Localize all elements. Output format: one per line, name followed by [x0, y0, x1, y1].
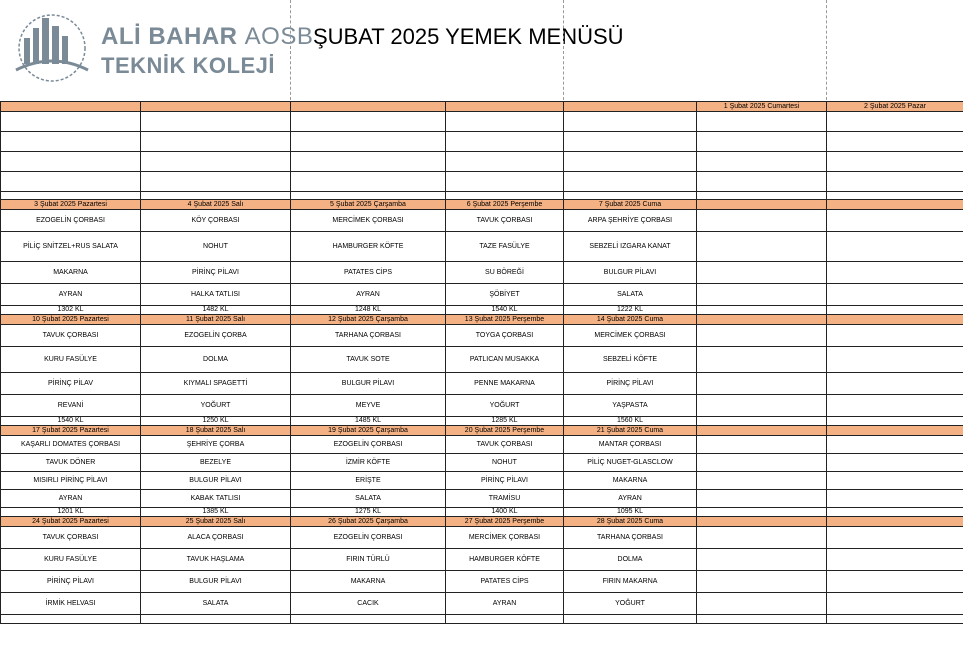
- dish-row: [1, 373, 963, 395]
- empty-cell: [827, 593, 963, 615]
- dish-cell: AYRAN: [1, 490, 141, 508]
- dish-cell: ARPA ŞEHRİYE ÇORBASI: [564, 210, 697, 232]
- dish-row: [1, 549, 963, 571]
- dish-cell: MERCİMEK ÇORBASI: [446, 527, 564, 549]
- page-break-guide: [826, 0, 827, 100]
- dish-row: [1, 436, 963, 454]
- empty-cell: [564, 132, 697, 152]
- empty-cell: [827, 417, 963, 426]
- dish-cell: HAMBURGER KÖFTE: [446, 549, 564, 571]
- dish-cell: ERİŞTE: [291, 472, 446, 490]
- school-logo: [6, 12, 314, 82]
- date-header-cell: [827, 315, 963, 325]
- calorie-cell: 1400 KL: [446, 508, 564, 517]
- calorie-cell: 1540 KL: [446, 306, 564, 315]
- empty-cell: [141, 152, 291, 172]
- empty-cell: [827, 284, 963, 306]
- dish-row: [1, 325, 963, 347]
- calorie-cell: 1385 KL: [141, 508, 291, 517]
- dish-cell: FIRIN MAKARNA: [564, 571, 697, 593]
- empty-cell: [1, 152, 141, 172]
- dish-cell: İRMİK HELVASI: [1, 593, 141, 615]
- date-header-cell: 25 Şubat 2025 Salı: [141, 517, 291, 527]
- date-header-cell: [697, 200, 827, 210]
- calorie-cell: 1201 KL: [1, 508, 141, 517]
- dish-cell: ŞÖBİYET: [446, 284, 564, 306]
- calorie-cell: [141, 615, 291, 624]
- empty-cell: [827, 325, 963, 347]
- date-header-cell: 17 Şubat 2025 Pazartesi: [1, 426, 141, 436]
- empty-cell: [697, 172, 827, 192]
- date-header-cell: 11 Şubat 2025 Salı: [141, 315, 291, 325]
- date-header-cell: 2 Şubat 2025 Pazar: [827, 102, 963, 112]
- page-break-guide: [290, 0, 291, 100]
- empty-cell: [564, 112, 697, 132]
- calorie-cell: 1095 KL: [564, 508, 697, 517]
- calorie-cell: [291, 615, 446, 624]
- empty-cell: [141, 172, 291, 192]
- empty-cell: [697, 232, 827, 262]
- date-header-cell: 7 Şubat 2025 Cuma: [564, 200, 697, 210]
- empty-cell: [827, 454, 963, 472]
- dish-cell: EZOGELİN ÇORBASI: [1, 210, 141, 232]
- date-header-cell: [291, 102, 446, 112]
- empty-cell: [697, 347, 827, 373]
- date-header-cell: [446, 102, 564, 112]
- date-header-cell: [827, 517, 963, 527]
- empty-cell: [697, 262, 827, 284]
- calorie-row: [1, 417, 963, 426]
- date-header-cell: 26 Şubat 2025 Çarşamba: [291, 517, 446, 527]
- dish-cell: NOHUT: [141, 232, 291, 262]
- dish-cell: YOĞURT: [141, 395, 291, 417]
- calorie-row: [1, 615, 963, 624]
- empty-cell: [697, 284, 827, 306]
- dish-cell: ŞEHRİYE ÇORBA: [141, 436, 291, 454]
- empty-cell: [827, 112, 963, 132]
- empty-cell: [697, 417, 827, 426]
- empty-cell: [564, 172, 697, 192]
- date-header-cell: [697, 426, 827, 436]
- empty-cell: [827, 373, 963, 395]
- dish-cell: SALATA: [141, 593, 291, 615]
- empty-row: [1, 112, 963, 132]
- empty-cell: [564, 192, 697, 200]
- empty-cell: [141, 112, 291, 132]
- dish-cell: SALATA: [291, 490, 446, 508]
- empty-cell: [1, 112, 141, 132]
- empty-cell: [697, 373, 827, 395]
- dish-cell: İZMİR KÖFTE: [291, 454, 446, 472]
- empty-cell: [827, 549, 963, 571]
- calorie-row: [1, 508, 963, 517]
- empty-cell: [291, 152, 446, 172]
- empty-row: [1, 152, 963, 172]
- date-header-cell: 20 Şubat 2025 Perşembe: [446, 426, 564, 436]
- dish-cell: PATATES CİPS: [291, 262, 446, 284]
- dish-cell: REVANİ: [1, 395, 141, 417]
- empty-cell: [697, 306, 827, 315]
- page-break-guide: [563, 0, 564, 100]
- calorie-cell: 1485 KL: [291, 417, 446, 426]
- date-header-cell: 6 Şubat 2025 Perşembe: [446, 200, 564, 210]
- dish-cell: SEBZELİ KÖFTE: [564, 347, 697, 373]
- empty-cell: [697, 472, 827, 490]
- week-header-row: [1, 426, 963, 436]
- empty-cell: [697, 395, 827, 417]
- dish-cell: TRAMİSU: [446, 490, 564, 508]
- dish-cell: KURU FASÜLYE: [1, 549, 141, 571]
- dish-row: [1, 593, 963, 615]
- empty-cell: [697, 192, 827, 200]
- empty-cell: [827, 172, 963, 192]
- empty-cell: [827, 262, 963, 284]
- empty-cell: [446, 192, 564, 200]
- dish-cell: BULGUR PİLAVI: [564, 262, 697, 284]
- date-header-cell: [141, 102, 291, 112]
- date-header-cell: [564, 102, 697, 112]
- dish-cell: BULGUR PİLAVI: [291, 373, 446, 395]
- dish-cell: BEZELYE: [141, 454, 291, 472]
- dish-cell: NOHUT: [446, 454, 564, 472]
- empty-cell: [141, 192, 291, 200]
- dish-cell: PİRİNÇ PİLAV: [1, 373, 141, 395]
- dish-cell: SALATA: [564, 284, 697, 306]
- dish-cell: KAŞARLI DOMATES ÇORBASI: [1, 436, 141, 454]
- dish-cell: DOLMA: [141, 347, 291, 373]
- date-header-cell: [827, 426, 963, 436]
- empty-cell: [697, 593, 827, 615]
- dish-cell: MAKARNA: [564, 472, 697, 490]
- calorie-cell: 1248 KL: [291, 306, 446, 315]
- dish-row: [1, 527, 963, 549]
- dish-row: [1, 284, 963, 306]
- empty-cell: [697, 152, 827, 172]
- empty-cell: [141, 132, 291, 152]
- dish-cell: MISIRLI PİRİNÇ PİLAVI: [1, 472, 141, 490]
- dish-cell: TAVUK ÇORBASI: [1, 325, 141, 347]
- dish-cell: TAVUK ÇORBASI: [446, 436, 564, 454]
- empty-cell: [446, 112, 564, 132]
- empty-cell: [697, 132, 827, 152]
- empty-cell: [697, 112, 827, 132]
- calorie-cell: [564, 615, 697, 624]
- dish-cell: TARHANA ÇORBASI: [291, 325, 446, 347]
- dish-row: [1, 454, 963, 472]
- dish-cell: BULGUR PİLAVI: [141, 472, 291, 490]
- dish-cell: PİRİNÇ PİLAVI: [141, 262, 291, 284]
- date-header-cell: 13 Şubat 2025 Perşembe: [446, 315, 564, 325]
- dish-cell: PİRİNÇ PİLAVI: [1, 571, 141, 593]
- empty-cell: [291, 132, 446, 152]
- empty-row: [1, 172, 963, 192]
- date-header-cell: 19 Şubat 2025 Çarşamba: [291, 426, 446, 436]
- empty-cell: [291, 112, 446, 132]
- date-header-cell: 5 Şubat 2025 Çarşamba: [291, 200, 446, 210]
- empty-cell: [827, 306, 963, 315]
- dish-cell: TOYGA ÇORBASI: [446, 325, 564, 347]
- dish-cell: PİLİÇ SNİTZEL+RUS SALATA: [1, 232, 141, 262]
- dish-cell: TARHANA ÇORBASI: [564, 527, 697, 549]
- empty-cell: [291, 192, 446, 200]
- empty-cell: [1, 132, 141, 152]
- dish-cell: MAKARNA: [1, 262, 141, 284]
- empty-cell: [697, 210, 827, 232]
- dish-cell: ALACA ÇORBASI: [141, 527, 291, 549]
- dish-row: [1, 395, 963, 417]
- dish-cell: KABAK TATLISI: [141, 490, 291, 508]
- dish-row: [1, 262, 963, 284]
- empty-cell: [697, 490, 827, 508]
- empty-cell: [827, 152, 963, 172]
- dish-row: [1, 232, 963, 262]
- empty-row: [1, 132, 963, 152]
- week-header-row: [1, 200, 963, 210]
- dish-cell: MANTAR ÇORBASI: [564, 436, 697, 454]
- dish-cell: MERCİMEK ÇORBASI: [291, 210, 446, 232]
- empty-cell: [697, 325, 827, 347]
- dish-row: [1, 472, 963, 490]
- dish-cell: EZOGELİN ÇORBASI: [291, 436, 446, 454]
- dish-cell: PATLICAN MUSAKKA: [446, 347, 564, 373]
- empty-cell: [1, 192, 141, 200]
- dish-cell: EZOGELİN ÇORBASI: [291, 527, 446, 549]
- empty-cell: [697, 571, 827, 593]
- school-name-line1: ALİ BAHAR AOSB: [101, 23, 314, 50]
- calorie-cell: 1560 KL: [564, 417, 697, 426]
- date-header-cell: 28 Şubat 2025 Cuma: [564, 517, 697, 527]
- empty-cell: [446, 152, 564, 172]
- dish-cell: TAVUK SOTE: [291, 347, 446, 373]
- week-header-row: [1, 102, 963, 112]
- dish-cell: SU BÖREĞİ: [446, 262, 564, 284]
- dish-cell: FIRIN TÜRLÜ: [291, 549, 446, 571]
- dish-cell: EZOGELİN ÇORBA: [141, 325, 291, 347]
- empty-cell: [827, 232, 963, 262]
- date-header-cell: 14 Şubat 2025 Cuma: [564, 315, 697, 325]
- date-header-cell: 24 Şubat 2025 Pazartesi: [1, 517, 141, 527]
- dish-cell: TAVUK ÇORBASI: [446, 210, 564, 232]
- dish-row: [1, 490, 963, 508]
- empty-cell: [446, 172, 564, 192]
- dish-cell: KIYMALI SPAGETTİ: [141, 373, 291, 395]
- empty-cell: [697, 615, 827, 624]
- dish-cell: PENNE MAKARNA: [446, 373, 564, 395]
- dish-row: [1, 347, 963, 373]
- empty-cell: [827, 508, 963, 517]
- logo-emblem-icon: [6, 12, 98, 84]
- calorie-cell: 1540 KL: [1, 417, 141, 426]
- dish-cell: SEBZELİ IZGARA KANAT: [564, 232, 697, 262]
- dish-cell: KURU FASÜLYE: [1, 347, 141, 373]
- empty-cell: [697, 508, 827, 517]
- school-name-line2: TEKNİK KOLEJİ: [101, 53, 275, 78]
- date-header-cell: 1 Şubat 2025 Cumartesi: [697, 102, 827, 112]
- dish-row: [1, 571, 963, 593]
- empty-cell: [291, 172, 446, 192]
- page-title: ŞUBAT 2025 YEMEK MENÜSÜ: [313, 24, 624, 49]
- dish-cell: TAVUK DÖNER: [1, 454, 141, 472]
- date-header-cell: 21 Şubat 2025 Cuma: [564, 426, 697, 436]
- empty-cell: [827, 395, 963, 417]
- week-header-row: [1, 517, 963, 527]
- date-header-cell: 4 Şubat 2025 Salı: [141, 200, 291, 210]
- dish-cell: YAŞPASTA: [564, 395, 697, 417]
- calorie-cell: [1, 615, 141, 624]
- empty-cell: [827, 132, 963, 152]
- dish-cell: PİRİNÇ PİLAVI: [564, 373, 697, 395]
- calorie-cell: [446, 615, 564, 624]
- empty-cell: [697, 436, 827, 454]
- empty-cell: [827, 210, 963, 232]
- dish-cell: PİLİÇ NUGET-GLASCLOW: [564, 454, 697, 472]
- empty-cell: [827, 615, 963, 624]
- empty-cell: [827, 527, 963, 549]
- date-header-cell: 27 Şubat 2025 Perşembe: [446, 517, 564, 527]
- empty-cell: [827, 571, 963, 593]
- calorie-cell: 1250 KL: [141, 417, 291, 426]
- date-header-cell: 10 Şubat 2025 Pazartesi: [1, 315, 141, 325]
- date-header-cell: 3 Şubat 2025 Pazartesi: [1, 200, 141, 210]
- empty-cell: [827, 472, 963, 490]
- week-header-row: [1, 315, 963, 325]
- dish-cell: CACIK: [291, 593, 446, 615]
- empty-cell: [564, 152, 697, 172]
- date-header-cell: 12 Şubat 2025 Çarşamba: [291, 315, 446, 325]
- date-header-cell: [827, 200, 963, 210]
- dish-cell: AYRAN: [291, 284, 446, 306]
- calorie-cell: 1482 KL: [141, 306, 291, 315]
- empty-row: [1, 192, 963, 200]
- dish-cell: YOĞURT: [564, 593, 697, 615]
- dish-row: [1, 210, 963, 232]
- dish-cell: PİRİNÇ PİLAVI: [446, 472, 564, 490]
- dish-cell: TAVUK ÇORBASI: [1, 527, 141, 549]
- dish-cell: KÖY ÇORBASI: [141, 210, 291, 232]
- dish-cell: AYRAN: [564, 490, 697, 508]
- date-header-cell: [697, 315, 827, 325]
- calorie-row: [1, 306, 963, 315]
- empty-cell: [697, 527, 827, 549]
- empty-cell: [827, 436, 963, 454]
- empty-cell: [1, 172, 141, 192]
- empty-cell: [697, 454, 827, 472]
- calorie-cell: 1222 KL: [564, 306, 697, 315]
- dish-cell: MEYVE: [291, 395, 446, 417]
- dish-cell: BULGUR PİLAVI: [141, 571, 291, 593]
- dish-cell: PATATES CİPS: [446, 571, 564, 593]
- calorie-cell: 1275 KL: [291, 508, 446, 517]
- dish-cell: HALKA TATLISI: [141, 284, 291, 306]
- calorie-cell: 1302 KL: [1, 306, 141, 315]
- dish-cell: HAMBURGER KÖFTE: [291, 232, 446, 262]
- empty-cell: [827, 490, 963, 508]
- date-header-cell: [1, 102, 141, 112]
- calorie-cell: 1285 KL: [446, 417, 564, 426]
- empty-cell: [697, 549, 827, 571]
- dish-cell: MERCİMEK ÇORBASI: [564, 325, 697, 347]
- date-header-cell: [697, 517, 827, 527]
- dish-cell: YOĞURT: [446, 395, 564, 417]
- dish-cell: AYRAN: [1, 284, 141, 306]
- dish-cell: DOLMA: [564, 549, 697, 571]
- dish-cell: TAZE FASÜLYE: [446, 232, 564, 262]
- date-header-cell: 18 Şubat 2025 Salı: [141, 426, 291, 436]
- dish-cell: TAVUK HAŞLAMA: [141, 549, 291, 571]
- dish-cell: MAKARNA: [291, 571, 446, 593]
- empty-cell: [827, 347, 963, 373]
- empty-cell: [827, 192, 963, 200]
- empty-cell: [446, 132, 564, 152]
- menu-table: [0, 101, 963, 624]
- dish-cell: AYRAN: [446, 593, 564, 615]
